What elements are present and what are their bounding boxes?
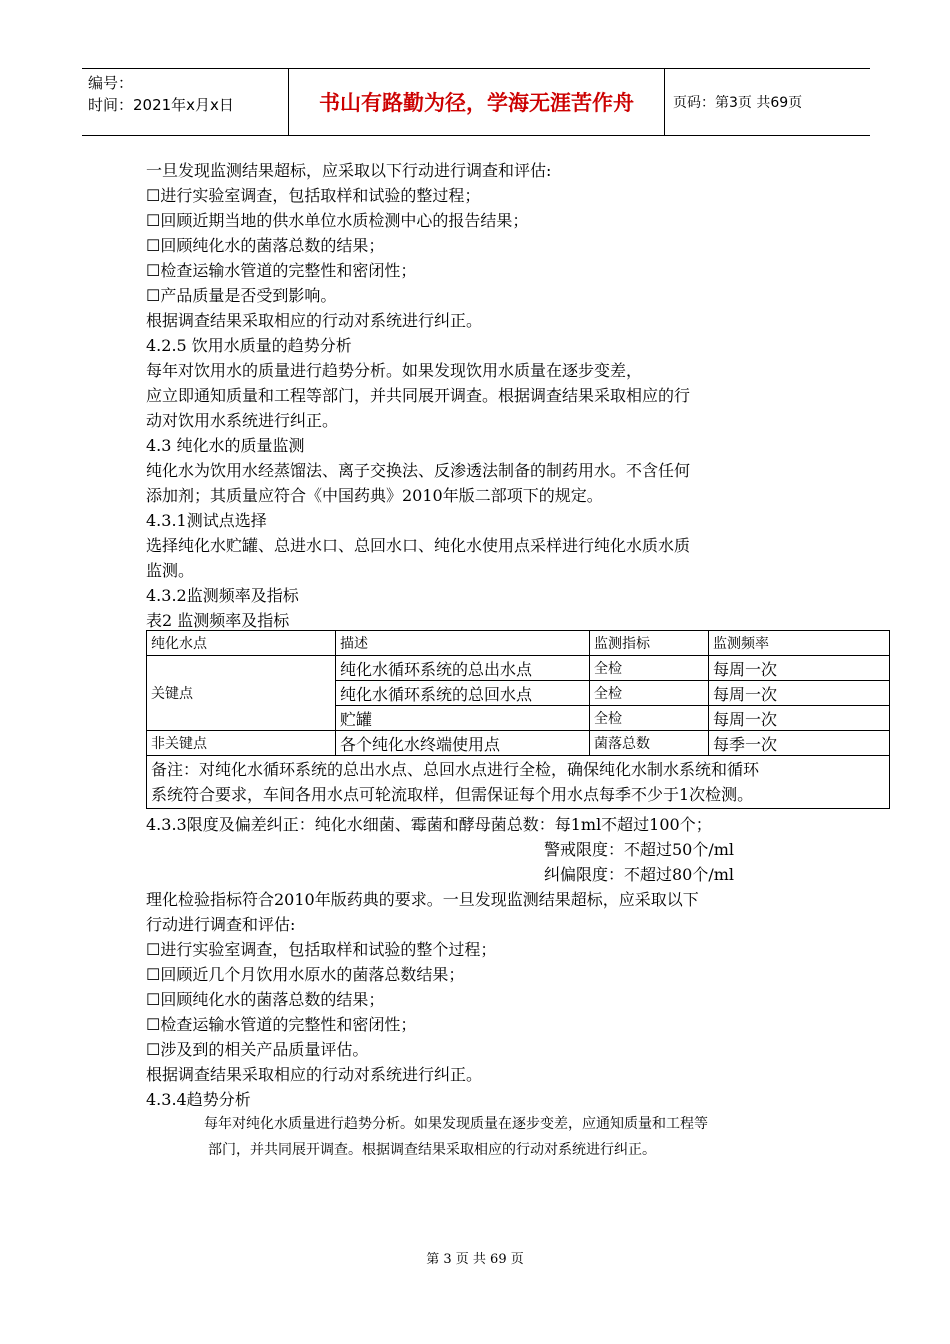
table-cell-freq: 每周一次 (709, 656, 890, 681)
table-cell-desc: 各个纯化水终端使用点 (336, 731, 590, 756)
monitoring-table (146, 630, 890, 809)
body-line: 根据调查结果采取相应的行动对系统进行纠正。 (146, 1065, 483, 1084)
table-header-cell: 纯化水点 (147, 631, 336, 656)
body-line: 监测。 (146, 561, 195, 580)
table-note (147, 756, 890, 809)
trend-line: 部门，并共同展开调查。根据调查结果采取相应的行动对系统进行纠正。 (208, 1142, 656, 1158)
section-heading: 4.3.4趋势分析 (146, 1090, 251, 1109)
action-limit-line: 纠偏限度：不超过80个/ml (544, 865, 735, 884)
table-row (147, 731, 890, 756)
trend-line: 每年对纯化水质量进行趋势分析。如果发现质量在逐步变差，应通知质量和工程等 (204, 1116, 708, 1132)
table-cell-index: 菌落总数 (590, 731, 709, 756)
body-line: ☐产品质量是否受到影响。 (146, 286, 337, 305)
header-meta (82, 69, 289, 135)
body-line: 添加剂；其质量应符合《中国药典》2010年版二部项下的规定。 (146, 486, 603, 505)
section-heading: 4.3 纯化水的质量监测 (146, 436, 305, 455)
section-heading: 4.2.5 饮用水质量的趋势分析 (146, 336, 352, 355)
table-note-row (147, 756, 890, 809)
page-header (82, 68, 870, 136)
table-cell-point: 关键点 (147, 656, 336, 731)
body-text (146, 158, 836, 633)
table-cell-freq: 每季一次 (709, 731, 890, 756)
table-header-cell: 监测频率 (709, 631, 890, 656)
body-line: 一旦发现监测结果超标，应采取以下行动进行调查和评估: (146, 161, 552, 180)
header-page-label: 页码：第3页 共69页 (673, 95, 803, 111)
trend-paragraph (204, 1111, 824, 1163)
table-note-line: 系统符合要求，车间各用水点可轮流取样，但需保证每个用水点每季不少于1次检测。 (151, 785, 754, 804)
table-header-row (147, 631, 890, 656)
table-cell-index: 全检 (590, 706, 709, 731)
body-line: 纯化水为饮用水经蒸馏法、离子交换法、反渗透法制备的制药用水。不含任何 (146, 461, 691, 480)
table-cell-desc: 贮罐 (336, 706, 590, 731)
body-line: ☐回顾近几个月饮用水原水的菌落总数结果； (146, 965, 465, 984)
body-line: 理化检验指标符合2010年版药典的要求。一旦发现监测结果超标，应采取以下 (146, 890, 699, 909)
table-cell-freq: 每周一次 (709, 706, 890, 731)
number-label: 编号： (88, 74, 134, 92)
body-line: ☐进行实验室调查，包括取样和试验的整个过程； (146, 940, 497, 959)
section-heading: 4.3.2监测频率及指标 (146, 586, 299, 605)
table-header-cell: 描述 (336, 631, 590, 656)
alert-limit-line: 警戒限度：不超过50个/ml (544, 840, 735, 859)
body-text-continued (146, 812, 846, 1112)
body-line: ☐检查运输水管道的完整性和密闭性； (146, 1015, 417, 1034)
table-cell-index: 全检 (590, 656, 709, 681)
table-cell-point: 非关键点 (147, 731, 336, 756)
table-caption: 表2 监测频率及指标 (146, 611, 290, 630)
page-footer: 第 3 页 共 69 页 (426, 1252, 524, 1267)
table-cell-desc: 纯化水循环系统的总回水点 (336, 681, 590, 706)
body-line: 根据调查结果采取相应的行动对系统进行纠正。 (146, 311, 483, 330)
body-line: ☐回顾纯化水的菌落总数的结果； (146, 990, 385, 1009)
section-heading: 4.3.1测试点选择 (146, 511, 267, 530)
body-line: ☐回顾近期当地的供水单位水质检测中心的报告结果； (146, 211, 529, 230)
table-cell-desc: 纯化水循环系统的总出水点 (336, 656, 590, 681)
body-line: 每年对饮用水的质量进行趋势分析。如果发现饮用水质量在逐步变差， (146, 361, 643, 380)
body-line: ☐进行实验室调查，包括取样和试验的整过程； (146, 186, 481, 205)
table-cell-freq: 每周一次 (709, 681, 890, 706)
body-line: 动对饮用水系统进行纠正。 (146, 411, 339, 430)
table-header-cell: 监测指标 (590, 631, 709, 656)
table-note-line: 备注：对纯化水循环系统的总出水点、总回水点进行全检，确保纯化水制水系统和循环 (151, 760, 760, 779)
body-line: ☐回顾纯化水的菌落总数的结果； (146, 236, 385, 255)
time-label: 时间：2021年x月x日 (88, 96, 234, 114)
body-line: 选择纯化水贮罐、总进水口、总回水口、纯化水使用点采样进行纯化水质水质 (146, 536, 691, 555)
body-line: ☐检查运输水管道的完整性和密闭性； (146, 261, 417, 280)
body-line: 应立即通知质量和工程等部门，并共同展开调查。根据调查结果采取相应的行 (146, 386, 691, 405)
limit-line: 4.3.3限度及偏差纠正：纯化水细菌、霉菌和酵母菌总数：每1ml不超过100个； (146, 815, 712, 834)
table-cell-index: 全检 (590, 681, 709, 706)
header-motto: 书山有路勤为径，学海无涯苦作舟 (289, 69, 665, 135)
body-line: ☐涉及到的相关产品质量评估。 (146, 1040, 369, 1059)
body-line: 行动进行调查和评估: (146, 915, 296, 934)
table-row (147, 656, 890, 681)
